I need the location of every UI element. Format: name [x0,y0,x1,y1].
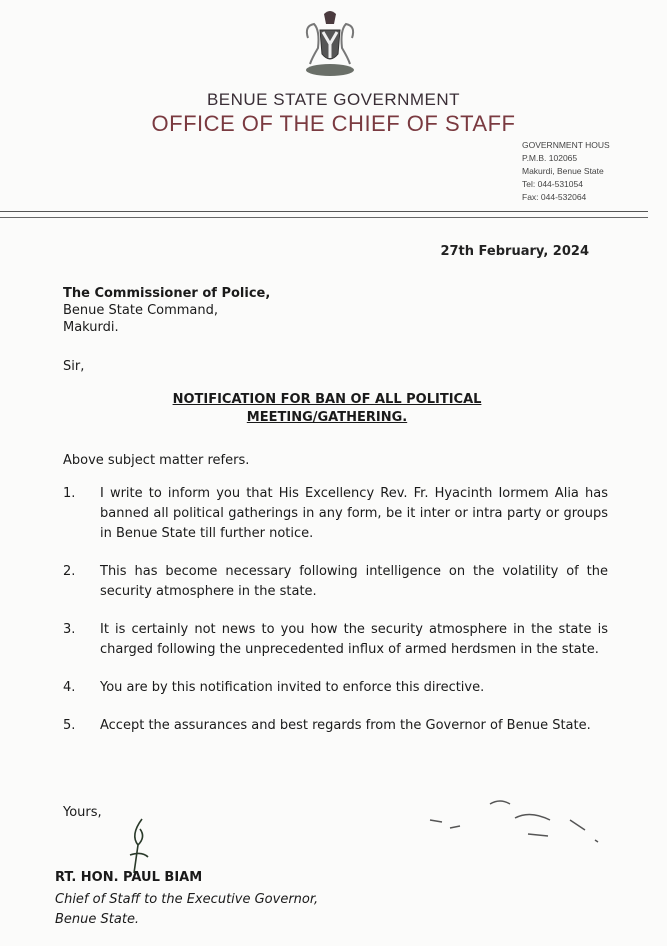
coat-of-arms-emblem [290,8,370,80]
address-line: GOVERNMENT HOUS [522,140,610,150]
signatory-role: Chief of Staff to the Executive Governor, [55,892,319,907]
signatory-name: RT. HON. PAUL BIAM [55,870,203,885]
item-number: 2. [63,564,76,579]
salutation: Sir, [63,359,85,374]
list-item [63,678,608,698]
header-divider [0,217,648,218]
intro-text: Above subject matter refers. [63,453,250,468]
address-line: Fax: 044-532064 [522,192,587,202]
office-heading: OFFICE OF THE CHIEF OF STAFF [151,111,516,136]
address-line: Makurdi, Benue State [522,166,604,176]
item-number: 1. [63,486,76,501]
item-text: I write to inform you that His Excellency Rev. Fr. Hyacinth Iormem Alia has banned all political gatherings in any form, be it inter or intra party or groups in Benue State till further notice. [100,486,608,541]
address-line: Tel: 044-531054 [522,179,583,189]
signatory-role-block [55,890,318,930]
item-text: This has become necessary following intelligence on the volatility of the security atmosphere in the state. [100,564,608,599]
item-text: You are by this notification invited to enforce this directive. [100,680,485,695]
address-line: P.M.B. 102065 [522,153,578,163]
item-text: Accept the assurances and best regards from the Governor of Benue State. [100,718,591,733]
faint-stamp-marks [420,790,620,850]
addressee-title: The Commissioner of Police, [63,286,271,301]
list-item [63,620,608,660]
list-item [63,716,608,736]
handwritten-signature [112,815,162,875]
addressee-line: Makurdi. [63,320,119,335]
header-divider [0,211,648,212]
item-number: 4. [63,680,76,695]
closing: Yours, [63,805,102,820]
addressee-block [63,285,270,336]
item-number: 3. [63,622,76,637]
letterhead-address [522,139,610,204]
government-heading: BENUE STATE GOVERNMENT [206,90,461,109]
list-item [63,484,608,544]
subject-line: NOTIFICATION FOR BAN OF ALL POLITICAL [172,392,482,407]
addressee-line: Benue State Command, [63,303,219,318]
numbered-list [63,484,608,754]
letter-date: 27th February, 2024 [440,244,589,259]
subject-heading [120,391,534,427]
subject-line: MEETING/GATHERING. [246,410,408,425]
item-text: It is certainly not news to you how the security atmosphere in the state is charged following the unprecedented influx of armed herdsmen in the state. [100,622,608,657]
list-item [63,562,608,602]
item-number: 5. [63,718,76,733]
signatory-state: Benue State. [55,912,140,927]
